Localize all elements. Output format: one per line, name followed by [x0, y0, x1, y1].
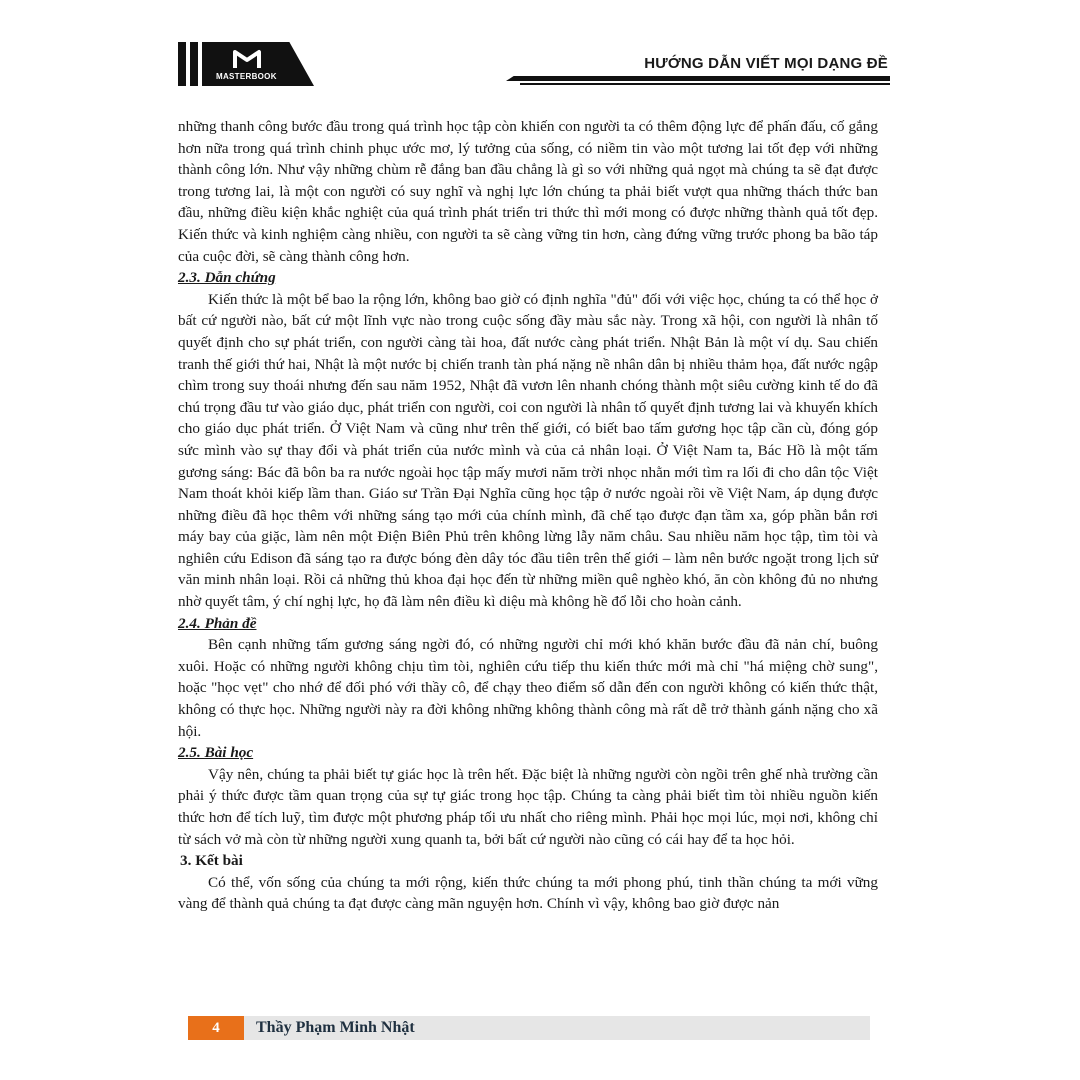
logo-bar	[190, 42, 198, 86]
logo-text: MASTERBOOK	[216, 72, 277, 81]
header-rule	[506, 76, 890, 81]
header-title: HƯỚNG DẪN VIẾT MỌI DẠNG ĐỀ	[644, 55, 888, 72]
section-heading-2-4: 2.4. Phản đề	[178, 614, 257, 632]
paragraph-conclusion: Có thể, vốn sống của chúng ta mới rộng, kiến thức chúng ta mới phong phú, tinh thần chúng ta mới vững vàng để thành quả chúng ta đạt được càng mãn nguyện hơn. Chính vì vậy, không bao giờ được nản	[178, 873, 878, 913]
page-number: 4	[188, 1016, 244, 1040]
section-heading-2-3: 2.3. Dẫn chứng	[178, 269, 276, 287]
header-rule-thin	[520, 83, 890, 85]
section-heading-3: 3. Kết bài	[180, 852, 243, 870]
masterbook-logo	[178, 42, 314, 86]
footer-author: Thầy Phạm Minh Nhật	[256, 1019, 415, 1036]
book-m-icon	[232, 48, 262, 70]
paragraph-evidence: Kiến thức là một bể bao la rộng lớn, không bao giờ có định nghĩa "đủ" đối với việc học, chúng ta có thể học ở bất cứ người nào, bất cứ một lĩnh vực nào trong cuộc sống đầy màu sắc này. Trong xã hội, con người là nhân tố quyết định cho sự phát triển, con người càng tài hoa, đất nước càng phát triển. Nhật Bản là một ví dụ. Sau chiến tranh thế giới thứ hai, Nhật là một nước bị chiến tranh tàn phá nặng nề nhân dân bị nhiều thảm họa, đất nước ngập chìm trong suy thoái nhưng đến sau năm 1952, Nhật đã vươn lên nhanh chóng thành một siêu cường kinh tế do đã chú trọng đầu tư vào giáo dục, phát triển con người, coi con người là nhân tố quyết định tương lai và khuyến khích cho giáo dục phát triển. Ở Việt Nam và cũng như trên thế giới, có biết bao tấm gương học tập cần cù, đóng góp sức mình vào sự thay đổi và phát triển của nước mình và của cả nhân loại. Ở Việt Nam ta, Bác Hồ là một tấm gương sáng: Bác đã bôn ba ra nước ngoài học tập mấy mươi năm trời nhọc nhằn mới tìm ra lối đi cho dân tộc Việt Nam thoát khỏi kiếp lầm than. Giáo sư Trần Đại Nghĩa cũng học tập ở nước ngoài rồi về Việt Nam, áp dụng được những điều đã học thêm với những sáng tạo mới của chính mình, đã chế tạo được đạn tầm xa, góp phần bắn rơi máy bay của giặc, làm nên một Điện Biên Phủ trên không lừng lẫy năm châu. Sau nhiều năm học tập, tìm tòi và nghiên cứu Edison đã sáng tạo ra được bóng đèn dây tóc đầu tiên trên thế giới – làm nên bước ngoặt trong lịch sử văn minh nhân loại. Rồi cả những thủ khoa đại học đến từ những miền quê nghèo khó, ăn còn không đủ no nhưng nhờ quyết tâm, ý chí nghị lực, họ đã làm nên điều kì diệu mà không hề đổ lỗi cho hoàn cảnh.	[178, 290, 878, 611]
logo-bar	[178, 42, 186, 86]
page-content	[178, 116, 878, 915]
paragraph-counterpoint: Bên cạnh những tấm gương sáng ngời đó, có những người chỉ mới khó khăn bước đầu đã nản chí, buông xuôi. Hoặc có những người không chịu tìm tòi, nghiên cứu tiếp thu kiến thức mới mà chỉ "há miệng chờ sung", hoặc "học vẹt" cho nhớ để đối phó với thầy cô, để chạy theo điểm số dẫn đến con người không có kiến thức thật, không có thực học. Những người này ra đời không những không thành công mà rất dễ trở thành gánh nặng cho xã hội.	[178, 636, 878, 740]
paragraph-lesson: Vậy nên, chúng ta phải biết tự giác học là trên hết. Đặc biệt là những người còn ngồi trên ghế nhà trường cần phải ý thức được tầm quan trọng của sự tự giác trong học tập. Chúng ta càng phải biết tìm tòi nhiều nguồn kiến thức hơn để tích luỹ, tìm được một phương pháp tối ưu nhất cho riêng mình. Phải học mọi lúc, mọi nơi, không chỉ từ sách vở mà còn từ những người xung quanh ta, bởi bất cứ người nào cũng có cái hay để ta học hỏi.	[178, 765, 878, 848]
section-heading-2-5: 2.5. Bài học	[178, 744, 254, 762]
paragraph-intro: những thanh công bước đầu trong quá trình học tập còn khiến con người ta có thêm động lực để phấn đấu, cố gắng hơn nữa trong quá trình chinh phục ước mơ, lý tưởng của sống, có niềm tin vào một tương lai tốt đẹp với những thành công lớn. Như vậy những chùm rễ đắng ban đầu chẳng là gì so với những quả ngọt mà chúng ta sẽ đạt được trong tương lai, là một con người có suy nghĩ và nghị lực lớn chúng ta phải biết vượt qua những thách thức ban đầu, những điều kiện khắc nghiệt của quá trình phát triển tri thức thì mới mong có được những thành quả tốt đẹp. Kiến thức và kinh nghiệm càng nhiều, con người ta sẽ càng vững tin hơn, càng đứng vững trước phong ba bão táp của cuộc đời, sẽ càng thành công hơn.	[178, 118, 878, 265]
